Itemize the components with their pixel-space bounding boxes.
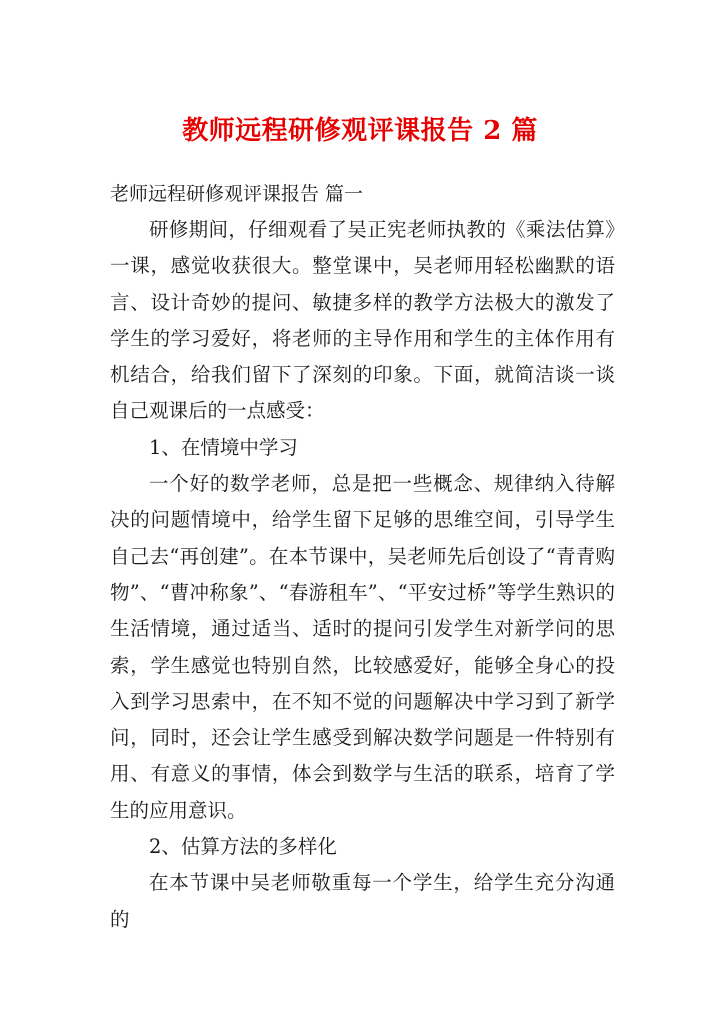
section-title: 老师远程研修观评课报告 篇一: [110, 183, 364, 205]
paragraph-estimation-methods: 在本节课中吴老师敬重每一个学生，给学生充分沟通的: [110, 871, 615, 931]
document-title: 教师远程研修观评课报告 2 篇: [182, 116, 538, 146]
paragraph-intro: 研修期间，仔细观看了吴正宪老师执教的《乘法估算》一课，感觉收获很大。整堂课中，吴老师用轻松幽默的语言、设计奇妙的提问、敏捷多样的教学方法极大的激发了学生的学习爱好，将老师的主导作用和学生的主体作用有机结合，给我们留下了深刻的印象。下面，就简洁谈一谈自己观课后的一点感受：: [110, 218, 615, 423]
subheading-estimation-methods: 2、估算方法的多样化: [149, 835, 337, 859]
paragraph-situation-learning: 一个好的数学老师，总是把一些概念、规律纳入待解决的问题情境中，给学生留下足够的思维空间，引导学生自己去“再创建”。在本节课中，吴老师先后创设了“青青购物”、“曹冲称象”、“春游租车”、“平安过桥”等学生熟识的生活情境，通过适当、适时的提问引发学生对新学问的思索，学生感觉也特别自然，比较感爱好，能够全身心的投入到学习思索中，在不知不觉的问题解决中学习到了新学问，同时，还会让学生感受到解决数学问题是一件特别有用、有意义的事情，体会到数学与生活的联系，培育了学生的应用意识。: [110, 472, 615, 822]
subheading-situation-learning: 1、在情境中学习: [149, 435, 298, 459]
document-body: [110, 212, 615, 938]
